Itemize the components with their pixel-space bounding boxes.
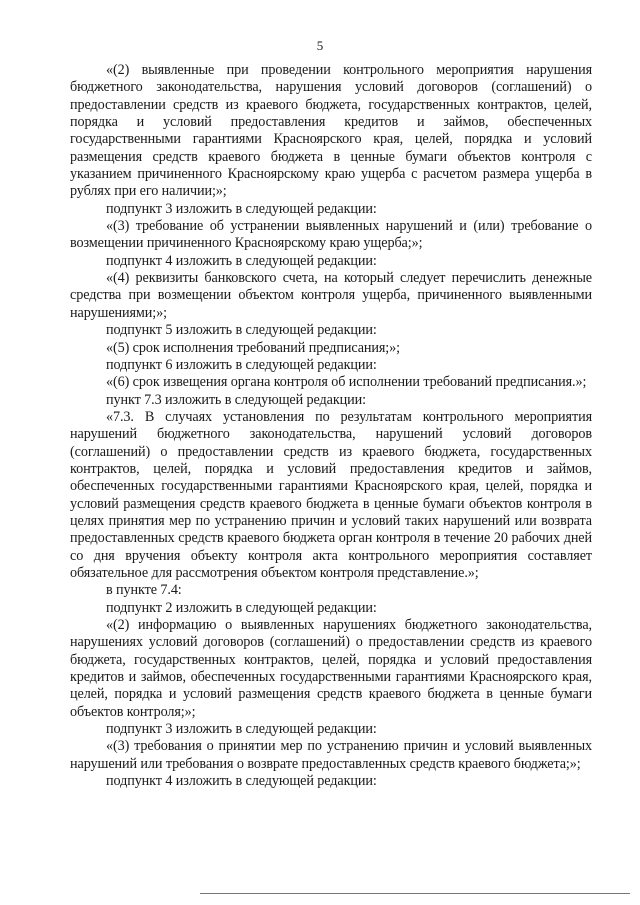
document-body	[70, 62, 592, 790]
paragraph-item-7-4-heading: в пункте 7.4:	[106, 582, 182, 599]
paragraph-subitem-2-text: «(2) выявленные при проведении контрольного мероприятия нарушения бюджетного законодательства, нарушения условий договоров (соглашений) о предоставлении средств из краевого бюджета, государственных контрактов, целей, порядка и условий предоставления кредитов и займов, обеспеченных государственными гарантиями Красноярского края, целей, порядка и условий размещения средств краевого бюджета в ценные бумаги объектов контроля с указанием причиненного Красноярскому краю ущерба с расчетом размера ущерба в рублях при его наличии;»;	[70, 62, 592, 200]
paragraph-instruction-item-7-3: пункт 7.3 изложить в следующей редакции:	[106, 391, 366, 408]
paragraph-instruction-7-4-subitem-3: подпункт 3 изложить в следующей редакции:	[106, 721, 377, 738]
page-number: 5	[316, 38, 324, 53]
paragraph-instruction-subitem-3: подпункт 3 изложить в следующей редакции:	[106, 200, 377, 217]
paragraph-subitem-4-text: «(4) реквизиты банковского счета, на который следует перечислить денежные средства при возмещении объектом контроля ущерба, причиненного выявленными нарушениями;»;	[70, 270, 592, 321]
paragraph-7-4-subitem-2-text: «(2) информацию о выявленных нарушениях бюджетного законодательства, нарушениях условий договоров (соглашений) о предоставлении средств из краевого бюджета, государственных контрактов, целей, порядка и условий предоставления кредитов и займов, обеспеченных государственными гарантиями Красноярского края, целей, порядка и условий размещения средств краевого бюджета в ценные бумаги объектов контроля;»;	[70, 617, 592, 720]
paragraph-instruction-7-4-subitem-4: подпункт 4 изложить в следующей редакции:	[106, 773, 377, 790]
paragraph-subitem-6-text: «(6) срок извещения органа контроля об исполнении требований предписания.»;	[106, 374, 587, 391]
paragraph-7-4-subitem-3-text: «(3) требования о принятии мер по устранению причин и условий выявленных нарушений или требования о возврате предоставленных средств краевого бюджета;»;	[70, 738, 592, 772]
paragraph-instruction-subitem-5: подпункт 5 изложить в следующей редакции:	[106, 322, 377, 339]
paragraph-subitem-3-text: «(3) требование об устранении выявленных нарушений и (или) требование о возмещении причиненного Красноярскому краю ущерба;»;	[70, 218, 592, 252]
paragraph-item-7-3-text: «7.3. В случаях установления по результатам контрольного мероприятия нарушений бюджетного законодательства, нарушений условий договоров (соглашений) о предоставлении средств из краевого бюджета, государственных контрактов, целей, порядка и условий предоставления кредитов и займов, обеспеченных государственными гарантиями Красноярского края, целей, порядка и условий размещения средств краевого бюджета в ценные бумаги объектов контроля в целях принятия мер по устранению причин и условий таких нарушений или возврата предоставленных средств краевого бюджета орган контроля в течение 20 рабочих дней со дня вручения объекту контроля акта контрольного мероприятия составляет обязательное для рассмотрения объектом контроля представление.»;	[70, 408, 592, 581]
bottom-divider	[200, 893, 630, 894]
paragraph-instruction-subitem-6: подпункт 6 изложить в следующей редакции:	[106, 356, 377, 373]
paragraph-subitem-5-text: «(5) срок исполнения требований предписания;»;	[106, 339, 400, 356]
paragraph-instruction-7-4-subitem-2: подпункт 2 изложить в следующей редакции:	[106, 599, 377, 616]
paragraph-instruction-subitem-4: подпункт 4 изложить в следующей редакции:	[106, 252, 377, 269]
